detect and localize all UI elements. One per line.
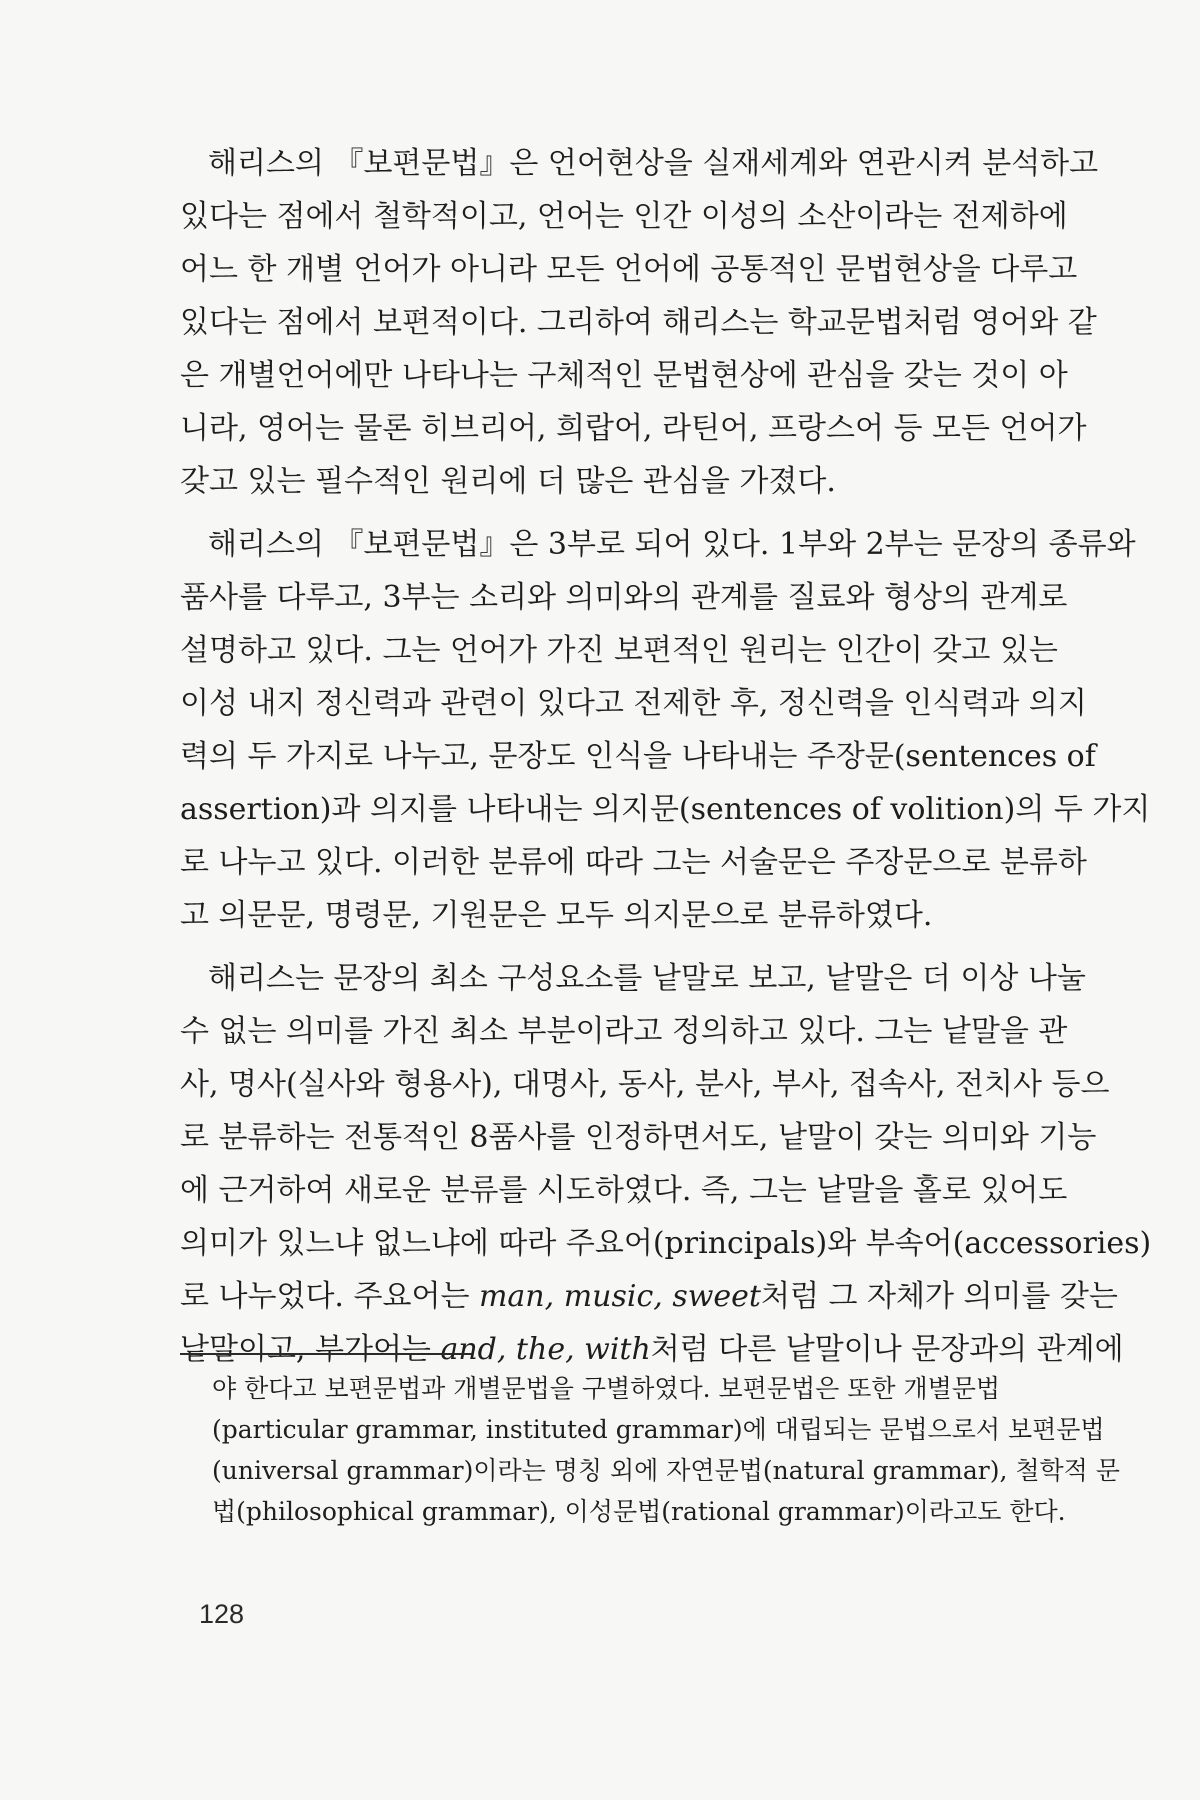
text-line: 있다는 점에서 철학적이고, 언어는 인간 이성의 소산이라는 전제하에 bbox=[180, 199, 1068, 234]
footnote bbox=[212, 1368, 1120, 1532]
text-line: 해리스는 문장의 최소 구성요소를 낱말로 보고, 낱말은 더 이상 나눌 bbox=[208, 961, 1086, 996]
text-line: 해리스의 『보편문법』은 3부로 되어 있다. 1부와 2부는 문장의 종류와 bbox=[208, 527, 1136, 562]
text-line: 수 없는 의미를 가진 최소 부분이라고 정의하고 있다. 그는 낱말을 관 bbox=[180, 1014, 1068, 1049]
text-line: 로 나누고 있다. 이러한 분류에 따라 그는 서술문은 주장문으로 분류하 bbox=[180, 845, 1087, 880]
text-line: 의미가 있느냐 없느냐에 따라 주요어(principals)와 부속어(accessories) bbox=[180, 1226, 1152, 1261]
footnote-line: 야 한다고 보편문법과 개별문법을 구별하였다. 보편문법은 또한 개별문법 bbox=[212, 1374, 1001, 1403]
text-line: 있다는 점에서 보편적이다. 그리하여 해리스는 학교문법처럼 영어와 같 bbox=[180, 305, 1097, 340]
text-line: 로 분류하는 전통적인 8품사를 인정하면서도, 낱말이 갖는 의미와 기능 bbox=[180, 1120, 1097, 1155]
text-line: 품사를 다루고, 3부는 소리와 의미와의 관계를 질료와 형상의 관계로 bbox=[180, 580, 1068, 615]
text-line: 설명하고 있다. 그는 언어가 가진 보편적인 원리는 인간이 갖고 있는 bbox=[180, 633, 1058, 668]
text-line: 해리스의 『보편문법』은 언어현상을 실재세계와 연관시켜 분석하고 bbox=[208, 146, 1099, 181]
italic-example-words: and, the, with bbox=[440, 1332, 651, 1367]
text-line: 니라, 영어는 물론 히브리어, 희랍어, 라틴어, 프랑스어 등 모든 언어가 bbox=[180, 411, 1087, 446]
footnote-line: (universal grammar)이라는 명칭 외에 자연문법(natural grammar), 철학적 문 bbox=[212, 1456, 1120, 1485]
italic-example-words: man, music, sweet bbox=[478, 1279, 761, 1314]
text-line: assertion)과 의지를 나타내는 의지문(sentences of volition)의 두 가지 bbox=[180, 792, 1151, 827]
text-line: 고 의문문, 명령문, 기원문은 모두 의지문으로 분류하였다. bbox=[180, 898, 933, 933]
text-line: 에 근거하여 새로운 분류를 시도하였다. 즉, 그는 낱말을 홀로 있어도 bbox=[180, 1173, 1068, 1208]
text-run: 낱말이고, 부가어는 bbox=[180, 1332, 441, 1367]
paragraph-1 bbox=[180, 137, 1099, 508]
text-line: 은 개별언어에만 나타나는 구체적인 문법현상에 관심을 갖는 것이 아 bbox=[180, 358, 1068, 393]
body-text bbox=[180, 137, 1152, 1386]
footnote-line: 법(philosophical grammar), 이성문법(rational grammar)이라고도 한다. bbox=[212, 1497, 1066, 1526]
paragraph-2 bbox=[180, 518, 1151, 942]
page-number: 128 bbox=[199, 1599, 245, 1629]
text-line: 갖고 있는 필수적인 원리에 더 많은 관심을 가졌다. bbox=[180, 464, 836, 499]
text-run: 로 나누었다. 주요어는 bbox=[180, 1279, 479, 1314]
text-run: 처럼 그 자체가 의미를 갖는 bbox=[760, 1279, 1118, 1314]
text-line: 력의 두 가지로 나누고, 문장도 인식을 나타내는 주장문(sentences of bbox=[180, 739, 1096, 774]
footnote-divider bbox=[180, 1353, 472, 1355]
text-line: 이성 내지 정신력과 관련이 있다고 전제한 후, 정신력을 인식력과 의지 bbox=[180, 686, 1087, 721]
text-line: 사, 명사(실사와 형용사), 대명사, 동사, 분사, 부사, 접속사, 전치사 등으 bbox=[180, 1067, 1110, 1102]
text-run: 처럼 다른 낱말이나 문장과의 관계에 bbox=[650, 1332, 1124, 1367]
paragraph-3 bbox=[180, 952, 1152, 1376]
text-line-mixed bbox=[180, 1270, 1118, 1323]
footnote-line: (particular grammar, instituted grammar)에 대립되는 문법으로서 보편문법 bbox=[212, 1415, 1105, 1444]
text-line: 어느 한 개별 언어가 아니라 모든 언어에 공통적인 문법현상을 다루고 bbox=[180, 252, 1078, 287]
